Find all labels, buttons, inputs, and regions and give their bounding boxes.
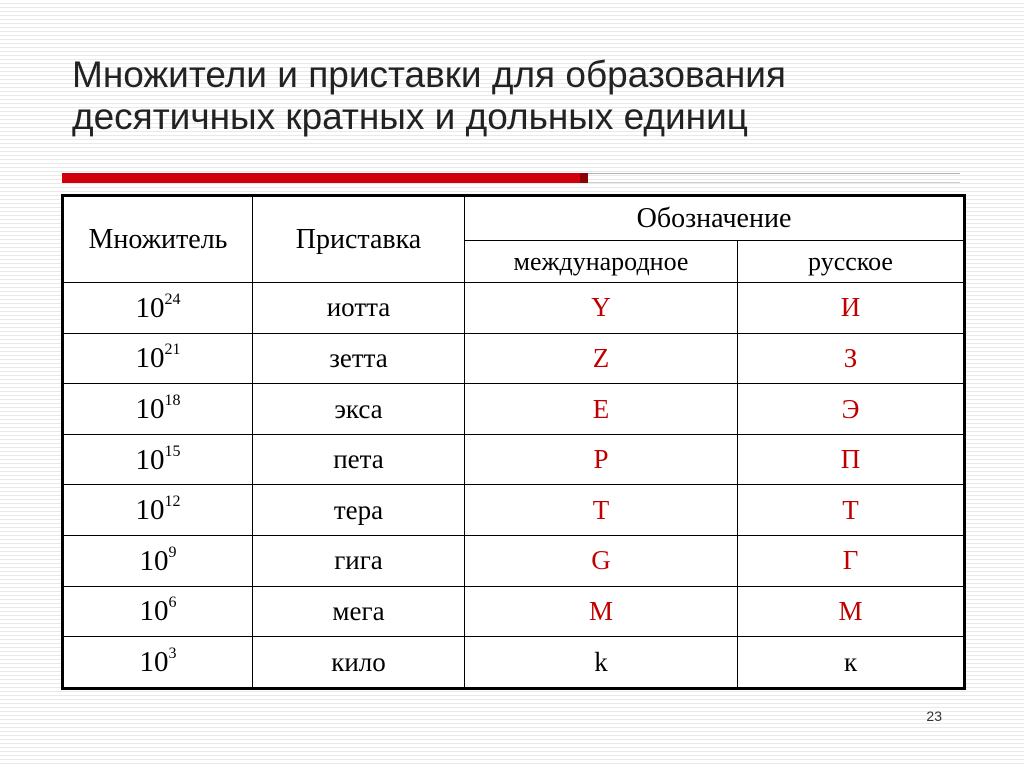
multiplier-cell	[63, 384, 253, 435]
international-symbol-cell: T	[465, 485, 738, 536]
multiplier-cell	[63, 485, 253, 536]
multiplier-exponent: 6	[168, 594, 177, 612]
international-symbol-cell: k	[465, 637, 738, 689]
multiplier-exponent: 3	[168, 645, 177, 663]
prefix-cell: пета	[253, 434, 465, 485]
russian-symbol-cell: Э	[738, 384, 965, 435]
prefix-cell: зетта	[253, 333, 465, 384]
prefix-cell: гига	[253, 536, 465, 587]
multiplier-cell	[63, 434, 253, 485]
multiplier-base: 10	[135, 342, 165, 375]
header-multiplier: Множитель	[63, 196, 253, 283]
title-accent-bar	[62, 171, 962, 183]
multiplier-base: 10	[135, 443, 165, 476]
title-line-2: десятичных кратных и дольных единиц	[72, 96, 748, 137]
header-designation: Обозначение	[465, 196, 965, 241]
header-russian: русское	[738, 241, 965, 283]
slide-title	[72, 54, 972, 138]
multiplier-cell	[63, 283, 253, 334]
table-row	[63, 434, 965, 485]
accent-red-segment	[62, 173, 580, 183]
multiplier-exponent: 21	[164, 341, 181, 359]
multiplier-base: 10	[135, 494, 165, 527]
international-symbol-cell: G	[465, 536, 738, 587]
international-symbol-cell: M	[465, 586, 738, 637]
table-row	[63, 586, 965, 637]
multiplier-cell	[63, 536, 253, 587]
multiplier-cell	[63, 333, 253, 384]
multiplier-base: 10	[135, 393, 165, 426]
multiplier-exponent: 9	[168, 543, 177, 561]
russian-symbol-cell: М	[738, 586, 965, 637]
prefix-cell: иотта	[253, 283, 465, 334]
international-symbol-cell: Z	[465, 333, 738, 384]
international-symbol-cell: Y	[465, 283, 738, 334]
russian-symbol-cell: З	[738, 333, 965, 384]
russian-symbol-cell: П	[738, 434, 965, 485]
prefix-cell: кило	[253, 637, 465, 689]
prefix-cell: мега	[253, 586, 465, 637]
international-symbol-cell: P	[465, 434, 738, 485]
multiplier-base: 10	[139, 595, 169, 628]
prefix-cell: экса	[253, 384, 465, 435]
russian-symbol-cell: Г	[738, 536, 965, 587]
table-row	[63, 333, 965, 384]
accent-thin-line	[588, 173, 960, 174]
header-international: международное	[465, 241, 738, 283]
prefix-cell: тера	[253, 485, 465, 536]
multiplier-base: 10	[139, 646, 169, 679]
table-row	[63, 536, 965, 587]
russian-symbol-cell: И	[738, 283, 965, 334]
accent-thin-line-lower	[588, 182, 960, 183]
multiplier-base: 10	[139, 544, 169, 577]
multiplier-base: 10	[135, 291, 165, 324]
table-row	[63, 384, 965, 435]
table-body	[63, 283, 965, 689]
header-prefix: Приставка	[253, 196, 465, 283]
table-row	[63, 637, 965, 689]
russian-symbol-cell: Т	[738, 485, 965, 536]
table-row	[63, 485, 965, 536]
multiplier-exponent: 24	[164, 290, 181, 308]
international-symbol-cell: E	[465, 384, 738, 435]
table-row	[63, 283, 965, 334]
title-line-1: Множители и приставки для образования	[72, 54, 786, 95]
page-number: 23	[926, 708, 942, 724]
multiplier-cell	[63, 586, 253, 637]
multiplier-cell	[63, 637, 253, 689]
prefix-table	[61, 194, 966, 690]
multiplier-exponent: 15	[164, 442, 181, 460]
accent-dark-segment	[580, 173, 588, 183]
russian-symbol-cell: к	[738, 637, 965, 689]
multiplier-exponent: 18	[164, 392, 181, 410]
multiplier-exponent: 12	[164, 493, 181, 511]
